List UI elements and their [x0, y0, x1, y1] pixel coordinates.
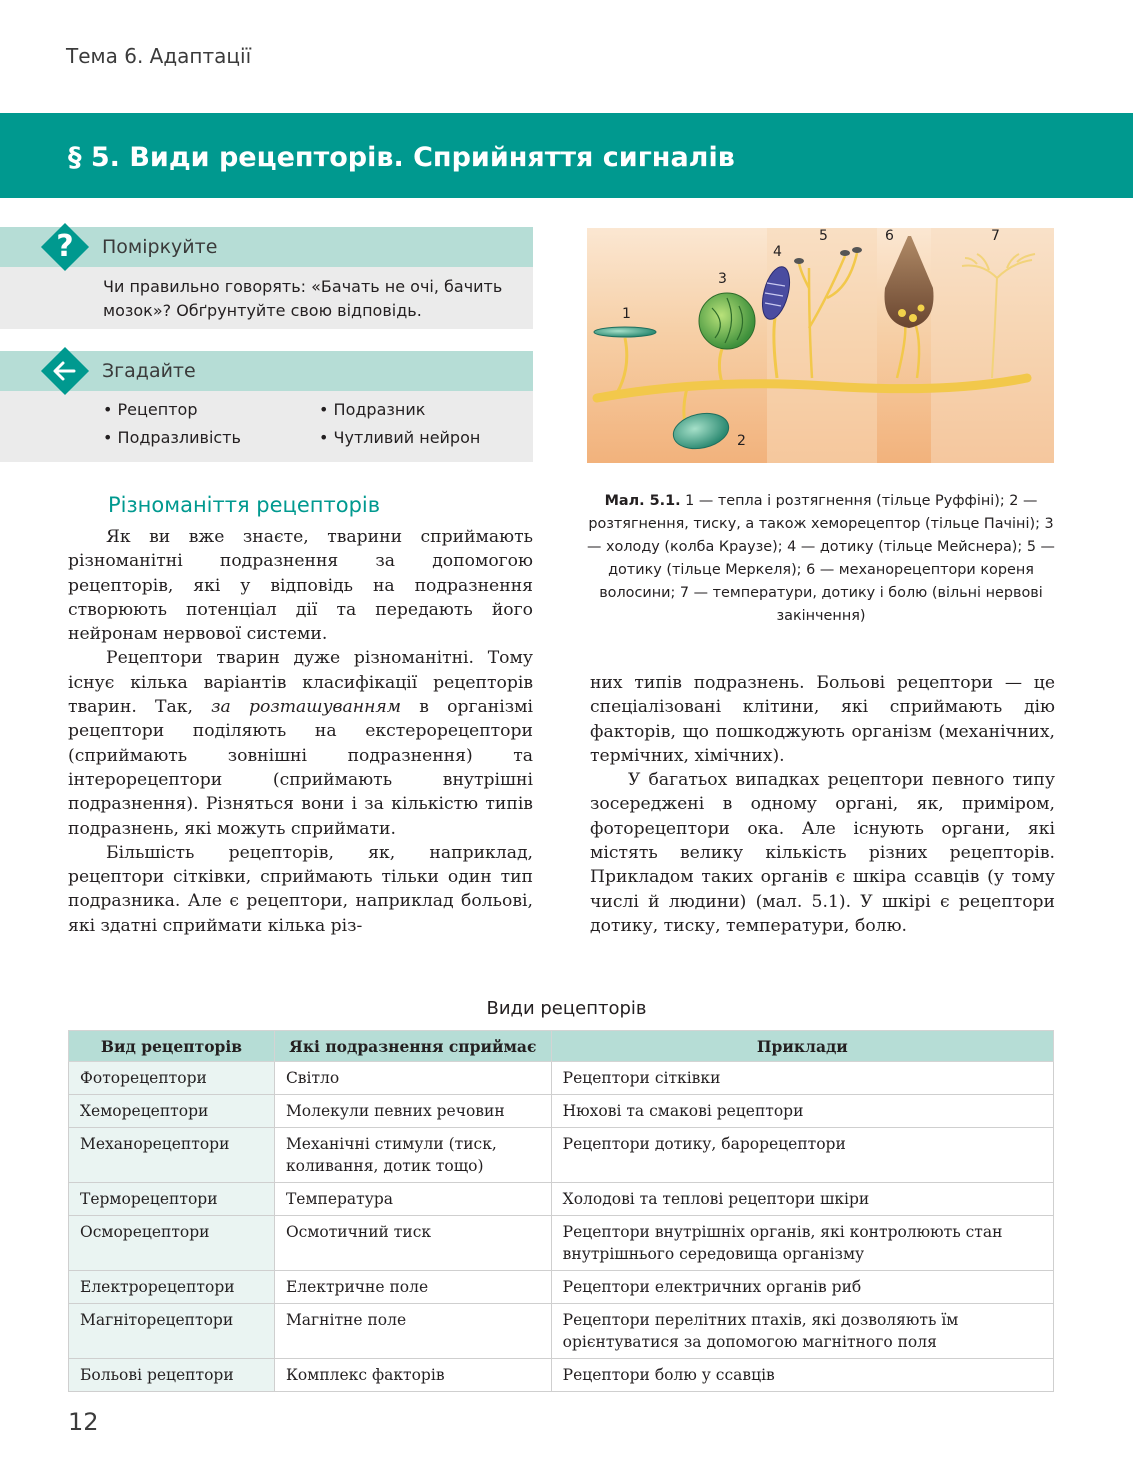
- figure-label: 3: [718, 271, 727, 287]
- table-cell: Молекули певних речовин: [274, 1095, 551, 1128]
- page-number: 12: [68, 1408, 99, 1436]
- right-text-column: [590, 671, 1055, 938]
- paragraph: них типів подразнень. Больові рецептори — це спеціалізовані клітини, які сприймають дію факторів, що пошкоджують організм (механічних, термічних, хімічних).: [590, 673, 1055, 766]
- table-cell: Рецептори перелітних птахів, які дозволяють їм орієнтуватися за допомогою магнітного поля: [551, 1304, 1053, 1359]
- figure-label: 2: [737, 433, 746, 449]
- recall-item: • Чутливий нейрон: [319, 428, 481, 447]
- table-cell: Фоторецептори: [69, 1062, 275, 1095]
- table-cell: Осмотичний тиск: [274, 1216, 551, 1271]
- table-cell: Холодові та теплові рецептори шкіри: [551, 1183, 1053, 1216]
- recall-item: • Рецептор: [103, 400, 198, 419]
- table-cell: Електрорецептори: [69, 1271, 275, 1304]
- question-icon: ?: [56, 229, 74, 264]
- table-cell: Магніторецептори: [69, 1304, 275, 1359]
- table-title: Види рецепторів: [486, 998, 647, 1019]
- table-cell: Рецептори дотику, барорецептори: [551, 1128, 1053, 1183]
- recall-item: • Подразливість: [103, 428, 241, 447]
- table-cell: Механічні стимули (тиск, коливання, дотик тощо): [274, 1128, 551, 1183]
- table-cell: Електричне поле: [274, 1271, 551, 1304]
- figure-label: 6: [885, 228, 894, 244]
- table-row: [69, 1271, 1054, 1304]
- running-head: Тема 6. Адаптації: [66, 44, 252, 68]
- table-cell: Рецептори внутрішніх органів, які контролюють стан внутрішнього середовища організму: [551, 1216, 1053, 1271]
- table-cell: Механорецептори: [69, 1128, 275, 1183]
- arrow-left-icon: [41, 347, 89, 395]
- table-cell: Нюхові та смакові рецептори: [551, 1095, 1053, 1128]
- table-row: [69, 1128, 1054, 1183]
- table-cell: Світло: [274, 1062, 551, 1095]
- table-cell: Больові рецептори: [69, 1359, 275, 1392]
- figure-label: 4: [773, 244, 782, 260]
- left-text-column: [68, 525, 533, 938]
- think-text: Чи правильно говорять: «Бачать не очі, бачить мозок»? Обґрунтуйте свою відповідь.: [103, 277, 503, 320]
- table-row: [69, 1183, 1054, 1216]
- table-cell: Комплекс факторів: [274, 1359, 551, 1392]
- figure-label: 5: [819, 228, 828, 244]
- paragraph: Рецептори тварин дуже різноманітні. Тому існує кілька варіантів класифікації рецепторів тварин. Так, за розташуванням в організмі рецептори поділяють на екстерорецептори (сприймають зовнішні подразнення) та інтерорецептори (сприймають внутрішні подразнення). Різняться вони і за кількістю типів подразнень, які можуть сприймати.: [68, 648, 533, 839]
- table-header-row: [69, 1031, 1054, 1062]
- think-title: Поміркуйте: [102, 236, 218, 258]
- table-row: [69, 1216, 1054, 1271]
- subheading: Різноманіття рецепторів: [108, 493, 381, 517]
- column-header: Вид рецепторів: [69, 1031, 275, 1062]
- paragraph: У багатьох випадках рецептори певного типу зосереджені в одному органі, як, приміром, фоторецептори ока. Але існують органи, які містять велику кількість різних рецепторів. Прикладом таких органів є шкіра ссавців (у тому числі й людини) (мал. 5.1). У шкірі є рецептори дотику, тиску, температури, болю.: [590, 770, 1055, 936]
- table-cell: Осморецептори: [69, 1216, 275, 1271]
- recall-box-body: [0, 391, 533, 462]
- figure-label: 7: [991, 228, 1000, 244]
- receptor-types-table: [68, 1030, 1054, 1392]
- table-row: [69, 1062, 1054, 1095]
- recall-title: Згадайте: [102, 360, 196, 382]
- section-title: § 5. Види рецепторів. Сприйняття сигналів: [68, 142, 735, 173]
- table-cell: Магнітне поле: [274, 1304, 551, 1359]
- table-row: [69, 1359, 1054, 1392]
- paragraph: Більшість рецепторів, як, наприклад, рецептори сітківки, сприймають тільки один тип подразника. Але є рецептори, наприклад больові, які здатні сприймати кілька різ-: [68, 842, 533, 936]
- column-header: Приклади: [551, 1031, 1053, 1062]
- table-cell: Рецептори електричних органів риб: [551, 1271, 1053, 1304]
- table-cell: Рецептори болю у ссавців: [551, 1359, 1053, 1392]
- table-cell: Температура: [274, 1183, 551, 1216]
- table-cell: Рецептори сітківки: [551, 1062, 1053, 1095]
- figure-label: 1: [622, 306, 631, 322]
- table-row: [69, 1304, 1054, 1359]
- figure-caption: Мал. 5.1. 1 — тепла і розтягнення (тільце Руффіні); 2 — розтягнення, тиску, а також хеморецептор (тільце Пачіні); 3 — холоду (колба Краузе); 4 — дотику (тільце Мейснера); 5 — дотику (тільце Меркеля); 6 — механорецептори кореня волосини; 7 — температури, дотику і болю (вільні нервові закінчення): [587, 493, 1055, 624]
- column-header: Які подразнення сприймає: [274, 1031, 551, 1062]
- skin-receptors-illustration: [587, 228, 1054, 463]
- recall-item: • Подразник: [319, 400, 426, 419]
- table-cell: Хеморецептори: [69, 1095, 275, 1128]
- table-row: [69, 1095, 1054, 1128]
- paragraph: Як ви вже знаєте, тварини сприймають різноманітні подразнення за допомогою рецепторів, які у відповідь на подразнення створюють потенціал дії та передають його нейронам нервової системи.: [68, 527, 533, 645]
- table-cell: Терморецептори: [69, 1183, 275, 1216]
